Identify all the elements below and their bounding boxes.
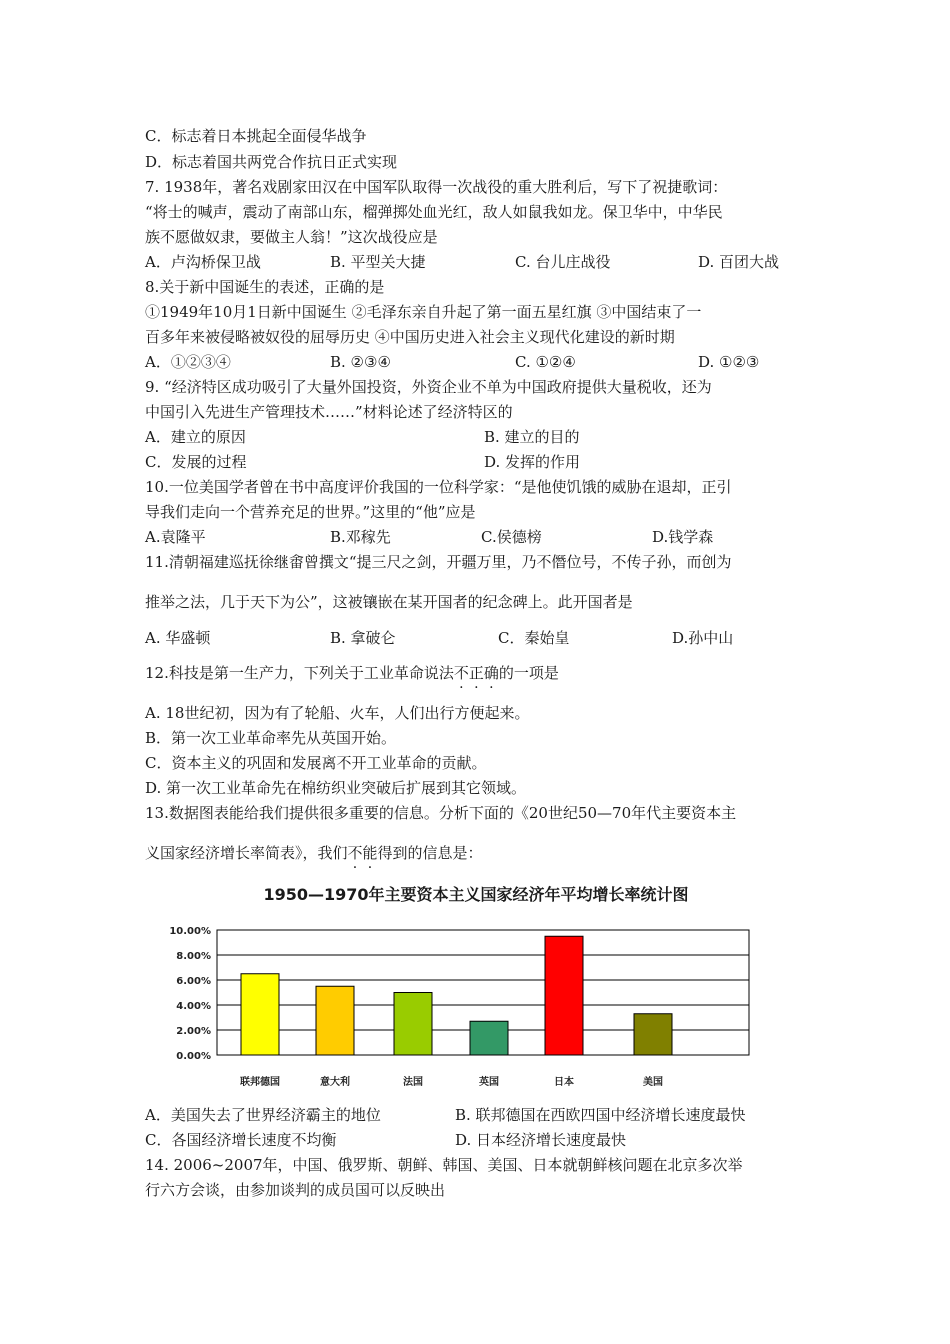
x-category-label: 英国 [479, 1077, 499, 1088]
text-line: “将士的喊声，震动了南部山东，榴弹掷处血光红，敌人如鼠我如龙。保卫华中，中华民 [145, 203, 723, 221]
bar-4 [545, 936, 583, 1055]
q13-option-c: C．各国经济增长速度不均衡 [145, 1131, 337, 1149]
question-10: 10.一位美国学者曾在书中高度评价我国的一位科学家：“是他使饥饿的威胁在退却，正引 [145, 478, 732, 496]
q11-option-a: A. 华盛顿 [145, 629, 211, 647]
question-13: 13.数据图表能给我们提供很多重要的信息。分析下面的《20世纪50—70年代主要资本主 [145, 804, 737, 822]
question-12 [145, 663, 559, 683]
x-category-label: 日本 [554, 1077, 574, 1088]
q11-option-d: D.孙中山 [672, 629, 734, 647]
q7-option-c: C. 台儿庄战役 [515, 253, 611, 271]
emphasis-char: 不 [453, 664, 469, 682]
q9-option-b: B. 建立的目的 [484, 428, 580, 446]
q8-option-a: A．①②③④ [145, 353, 231, 371]
emphasis-char: 正 [468, 664, 484, 682]
bar-0 [241, 974, 279, 1055]
question-7: 7. 1938年，著名戏剧家田汉在中国军队取得一次战役的重大胜利后，写下了祝捷歌词： [145, 178, 728, 196]
x-category-label: 法国 [403, 1077, 423, 1088]
q12-prefix: 12.科技是第一生产力，下列关于工业革命说法 [145, 664, 454, 682]
q7-option-b: B. 平型关大捷 [330, 253, 426, 271]
q10-option-c: C.侯德榜 [481, 528, 542, 546]
q8-option-b: B. ②③④ [330, 353, 391, 371]
q7-option-a: A．卢沟桥保卫战 [145, 253, 261, 271]
text-line: 百多年来被侵略被奴役的屈辱历史 ④中国历史进入社会主义现代化建设的新时期 [145, 328, 675, 346]
x-category-label: 联邦德国 [240, 1077, 280, 1088]
y-tick-label: 8.00% [176, 951, 211, 962]
bar-2 [394, 993, 432, 1056]
q12-option-c: C．资本主义的巩固和发展离不开工业革命的贡献。 [145, 754, 487, 772]
q8-option-c: C. ①②④ [515, 353, 576, 371]
emphasis-char: 能 [362, 844, 378, 862]
bar-3 [470, 1021, 508, 1055]
emphasis-char: 确 [483, 664, 499, 682]
y-tick-label: 10.00% [169, 926, 211, 937]
q12-option-d: D. 第一次工业革命先在棉纺织业突破后扩展到其它领域。 [145, 779, 527, 797]
text-line: 导我们走向一个营养充足的世界。”这里的“他”应是 [145, 503, 476, 521]
question-11: 11.清朝福建巡抚徐继畬曾撰文“提三尺之剑，开疆万里，乃不僭位号，不传子孙，而创为 [145, 553, 732, 571]
q10-option-a: A.袁隆平 [145, 528, 206, 546]
text-line: 行六方会谈，由参加谈判的成员国可以反映出 [145, 1181, 446, 1199]
growth-bar-chart [145, 912, 765, 1092]
q10-option-d: D.钱学森 [652, 528, 714, 546]
text-line: 中国引入先进生产管理技术……”材料论述了经济特区的 [145, 403, 513, 421]
bar-1 [316, 986, 354, 1055]
q13-suffix: 得到的信息是： [377, 844, 483, 862]
q12-option-b: B．第一次工业革命率先从英国开始。 [145, 729, 397, 747]
text-line: 推举之法，几于天下为公”，这被镶嵌在某开国者的纪念碑上。此开国者是 [145, 593, 633, 611]
y-tick-label: 2.00% [176, 1026, 211, 1037]
q11-option-b: B. 拿破仑 [330, 629, 396, 647]
q13-option-a: A．美国失去了世界经济霸主的地位 [145, 1106, 381, 1124]
question-8: 8.关于新中国诞生的表述，正确的是 [145, 278, 385, 296]
q13-option-d: D. 日本经济增长速度最快 [455, 1131, 627, 1149]
q13-option-b: B. 联邦德国在西欧四国中经济增长速度最快 [455, 1106, 746, 1124]
text-line: D．标志着国共两党合作抗日正式实现 [145, 153, 398, 171]
question-9: 9. “经济特区成功吸引了大量外国投资，外资企业不单为中国政府提供大量税收，还为 [145, 378, 712, 396]
chart-title: 1950—1970年主要资本主义国家经济年平均增长率统计图 [263, 885, 689, 904]
text-line [145, 843, 483, 863]
q12-suffix: 的一项是 [498, 664, 559, 682]
bar-5 [634, 1014, 672, 1055]
q11-option-c: C．秦始皇 [498, 629, 570, 647]
q12-option-a: A. 18世纪初，因为有了轮船、火车，人们出行方便起来。 [145, 704, 530, 722]
q13-prefix: 义国家经济增长率简表》，我们 [145, 844, 348, 862]
x-category-label: 意大利 [320, 1077, 350, 1088]
q7-option-d: D. 百团大战 [698, 253, 780, 271]
q10-option-b: B.邓稼先 [330, 528, 391, 546]
emphasis-char: 不 [347, 844, 363, 862]
q9-option-a: A．建立的原因 [145, 428, 246, 446]
y-tick-label: 4.00% [176, 1001, 211, 1012]
question-14: 14. 2006~2007年，中国、俄罗斯、朝鲜、韩国、美国、日本就朝鲜核问题在北京多次举 [145, 1156, 743, 1174]
text-line: 族不愿做奴隶，要做主人翁！”这次战役应是 [145, 228, 438, 246]
text-line: ①1949年10月1日新中国诞生 ②毛泽东亲自升起了第一面五星红旗 ③中国结束了一 [145, 303, 702, 321]
x-category-label: 美国 [643, 1077, 663, 1088]
q9-option-c: C．发展的过程 [145, 453, 247, 471]
y-tick-label: 6.00% [176, 976, 211, 987]
text-line: C．标志着日本挑起全面侵华战争 [145, 127, 367, 145]
y-tick-label: 0.00% [176, 1051, 211, 1062]
q9-option-d: D. 发挥的作用 [484, 453, 581, 471]
q8-option-d: D. ①②③ [698, 353, 760, 371]
